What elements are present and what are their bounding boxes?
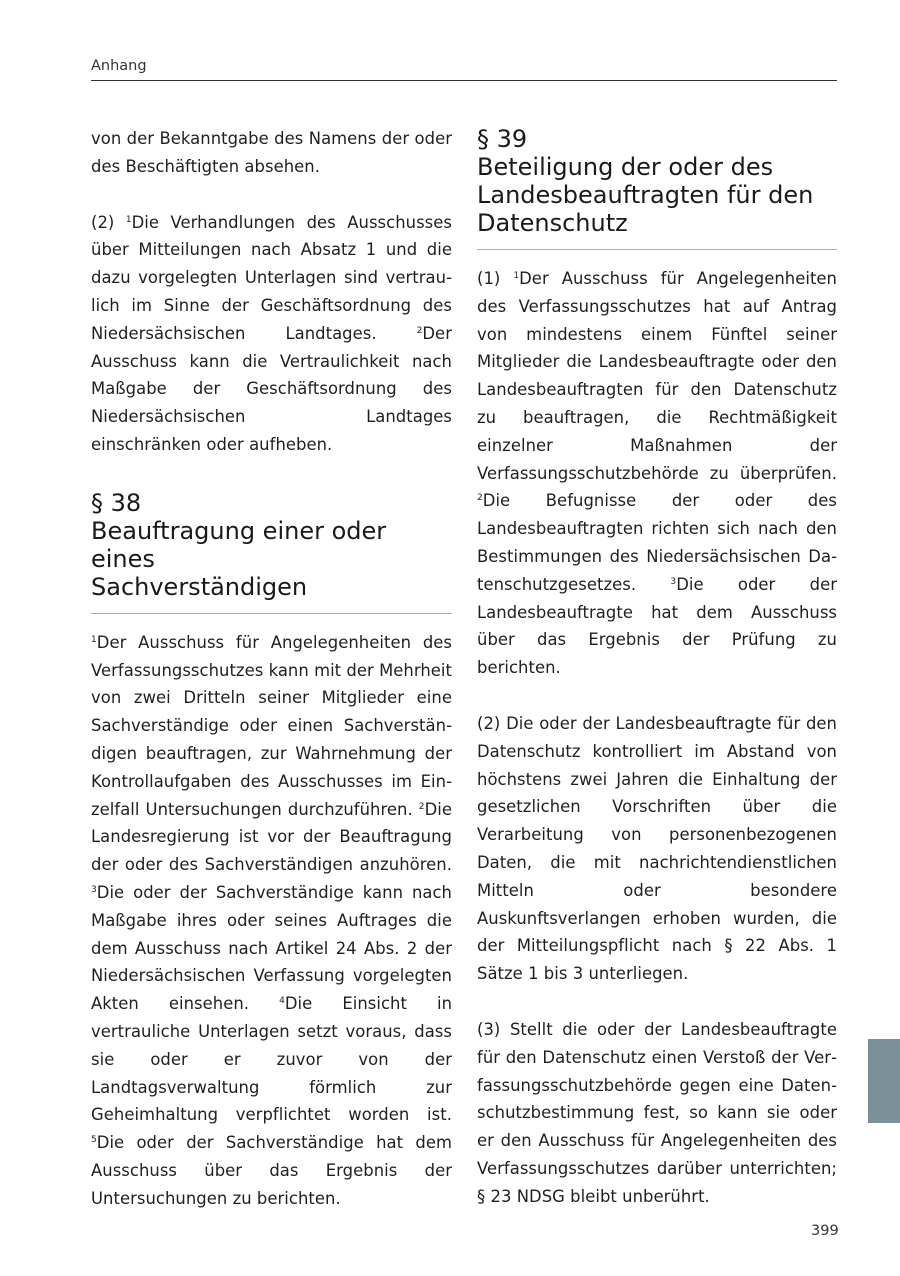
sentence-number: 1 <box>125 214 132 225</box>
continuation-paragraph: von der Bekanntgabe des Namens der oder des Beschäftigten absehen. <box>91 129 452 176</box>
section-39-paragraph-1 <box>477 265 837 682</box>
sentence: Die oder der Sachverständige hat dem Ausschuss über das Ergebnis der Untersuchungen zu berichten. <box>91 1133 452 1208</box>
sentence-number: 2 <box>477 493 483 504</box>
right-column <box>477 125 837 1211</box>
sentence: Der Ausschuss für Angelegenheiten des Verfassungsschutzes hat auf Antrag von mindestens einem Fünftel seiner Mitglieder die Landesbeauftragte oder den Landesbeauftragten für den Datenschutz zu beauftragen, die Rechtmäßigkeit einzelner Maßnahmen der Verfassungsschutzbehörde zu überprüfen. <box>477 269 837 483</box>
sentence: Die oder der Sachverständige kann nach Maßgabe ihres oder seines Auftrages die dem Ausschuss nach Artikel 24 Abs. 2 der Niedersächsischen Verfassung vorgelegten Akten einsehen. <box>91 882 452 1014</box>
sentence: Die Befugnisse der oder des Landesbeauftragten richten sich nach den Bestimmungen des Niedersächsischen Datenschutzgesetzes. <box>477 491 837 594</box>
paragraph-2 <box>91 209 452 459</box>
left-column <box>91 125 452 1213</box>
sentence-number: 4 <box>279 996 285 1007</box>
paragraph-number: (2) <box>91 212 126 232</box>
chapter-tab <box>868 1039 900 1123</box>
section-divider <box>477 249 837 250</box>
section-title: Beauftragung einer oder eines <box>91 516 387 573</box>
sentence-number: 2 <box>416 325 423 336</box>
section-title: Beteiligung der oder des <box>477 153 774 181</box>
section-title: Sachverständigen <box>91 572 308 601</box>
running-header: Anhang <box>91 58 147 74</box>
section-number: § 38 <box>91 488 142 517</box>
sentence: Der Ausschuss für Angelegenheiten des Verfassungsschutzes kann mit der Mehrheit von zwei Dritteln seiner Mitglieder eine Sachverständige oder einen Sachverständigen beauftragen, zur Wahrnehmung der Kontrollaufgaben des Ausschusses im Einzelfall Untersuchungen durchzuführen. <box>91 632 452 819</box>
section-38-text <box>91 629 452 1213</box>
sentence: Die Einsicht in vertrauliche Unterlagen setzt voraus, dass sie oder er zuvor von der Landtagsverwaltung förmlich zur Geheimhaltung verpflichtet worden ist. <box>91 994 453 1125</box>
sentence: Die Landesregierung ist vor der Beauftragung der oder des Sachverständigen anzuhören. <box>91 799 452 875</box>
sentence-number: 3 <box>670 576 677 587</box>
sentence: Der Ausschuss kann die Vertraulichkeit nach Maßgabe der Geschäftsordnung des Niedersächsischen Landtages einschränken oder aufheben. <box>91 323 452 454</box>
sentence: Die Verhandlungen des Ausschusses über Mitteilungen nach Absatz 1 und die dazu vorgelegten Unterlagen sind vertraulich im Sinne der Geschäftsordnung des Niedersächsischen Landtages. <box>91 212 452 343</box>
section-39-paragraph-2: (2) Die oder der Landesbeauftragte für den Datenschutz kontrolliert im Abstand von höchstens zwei Jahren die Einhaltung der gesetzlichen Vorschriften über die Verarbeitung von personenbezogenen Daten, die mit nachrichtendienstlichen Mitteln oder besondere Auskunftsverlangen erhoben wurden, die der Mitteilungspflicht nach § 22 Abs. 1 Sätze 1 bis 3 unterliegen. <box>477 713 837 984</box>
section-number: § 39 <box>477 125 528 153</box>
sentence-number: 1 <box>513 271 520 281</box>
section-39-paragraph-3: (3) Stellt die oder der Landesbeauftragte für den Datenschutz einen Verstoß der Verfassungsschutzbehörde gegen eine Datenschutzbestimmung fest, so kann sie oder er den Ausschuss für Angelegenheiten des Verfassungsschutzes darüber unterrichten; § 23 NDSG bleibt unberührt. <box>477 1019 837 1206</box>
section-divider <box>91 613 452 614</box>
sentence: Die oder der Landesbeauftragte hat dem Ausschuss über das Ergebnis der Prüfung zu berichten. <box>477 574 837 678</box>
header-rule <box>91 80 837 81</box>
section-title: Landesbeauftragten für den <box>477 181 814 209</box>
sentence-number: 5 <box>91 1135 97 1146</box>
sentence-number: 3 <box>91 884 97 895</box>
section-38-heading <box>91 489 452 601</box>
sentence-number: 1 <box>91 634 97 645</box>
page-number: 399 <box>811 1223 839 1239</box>
section-title: Datenschutz <box>477 209 628 237</box>
paragraph-number: (1) <box>477 269 514 288</box>
sentence-number: 2 <box>418 801 425 812</box>
section-39-heading <box>477 125 837 237</box>
